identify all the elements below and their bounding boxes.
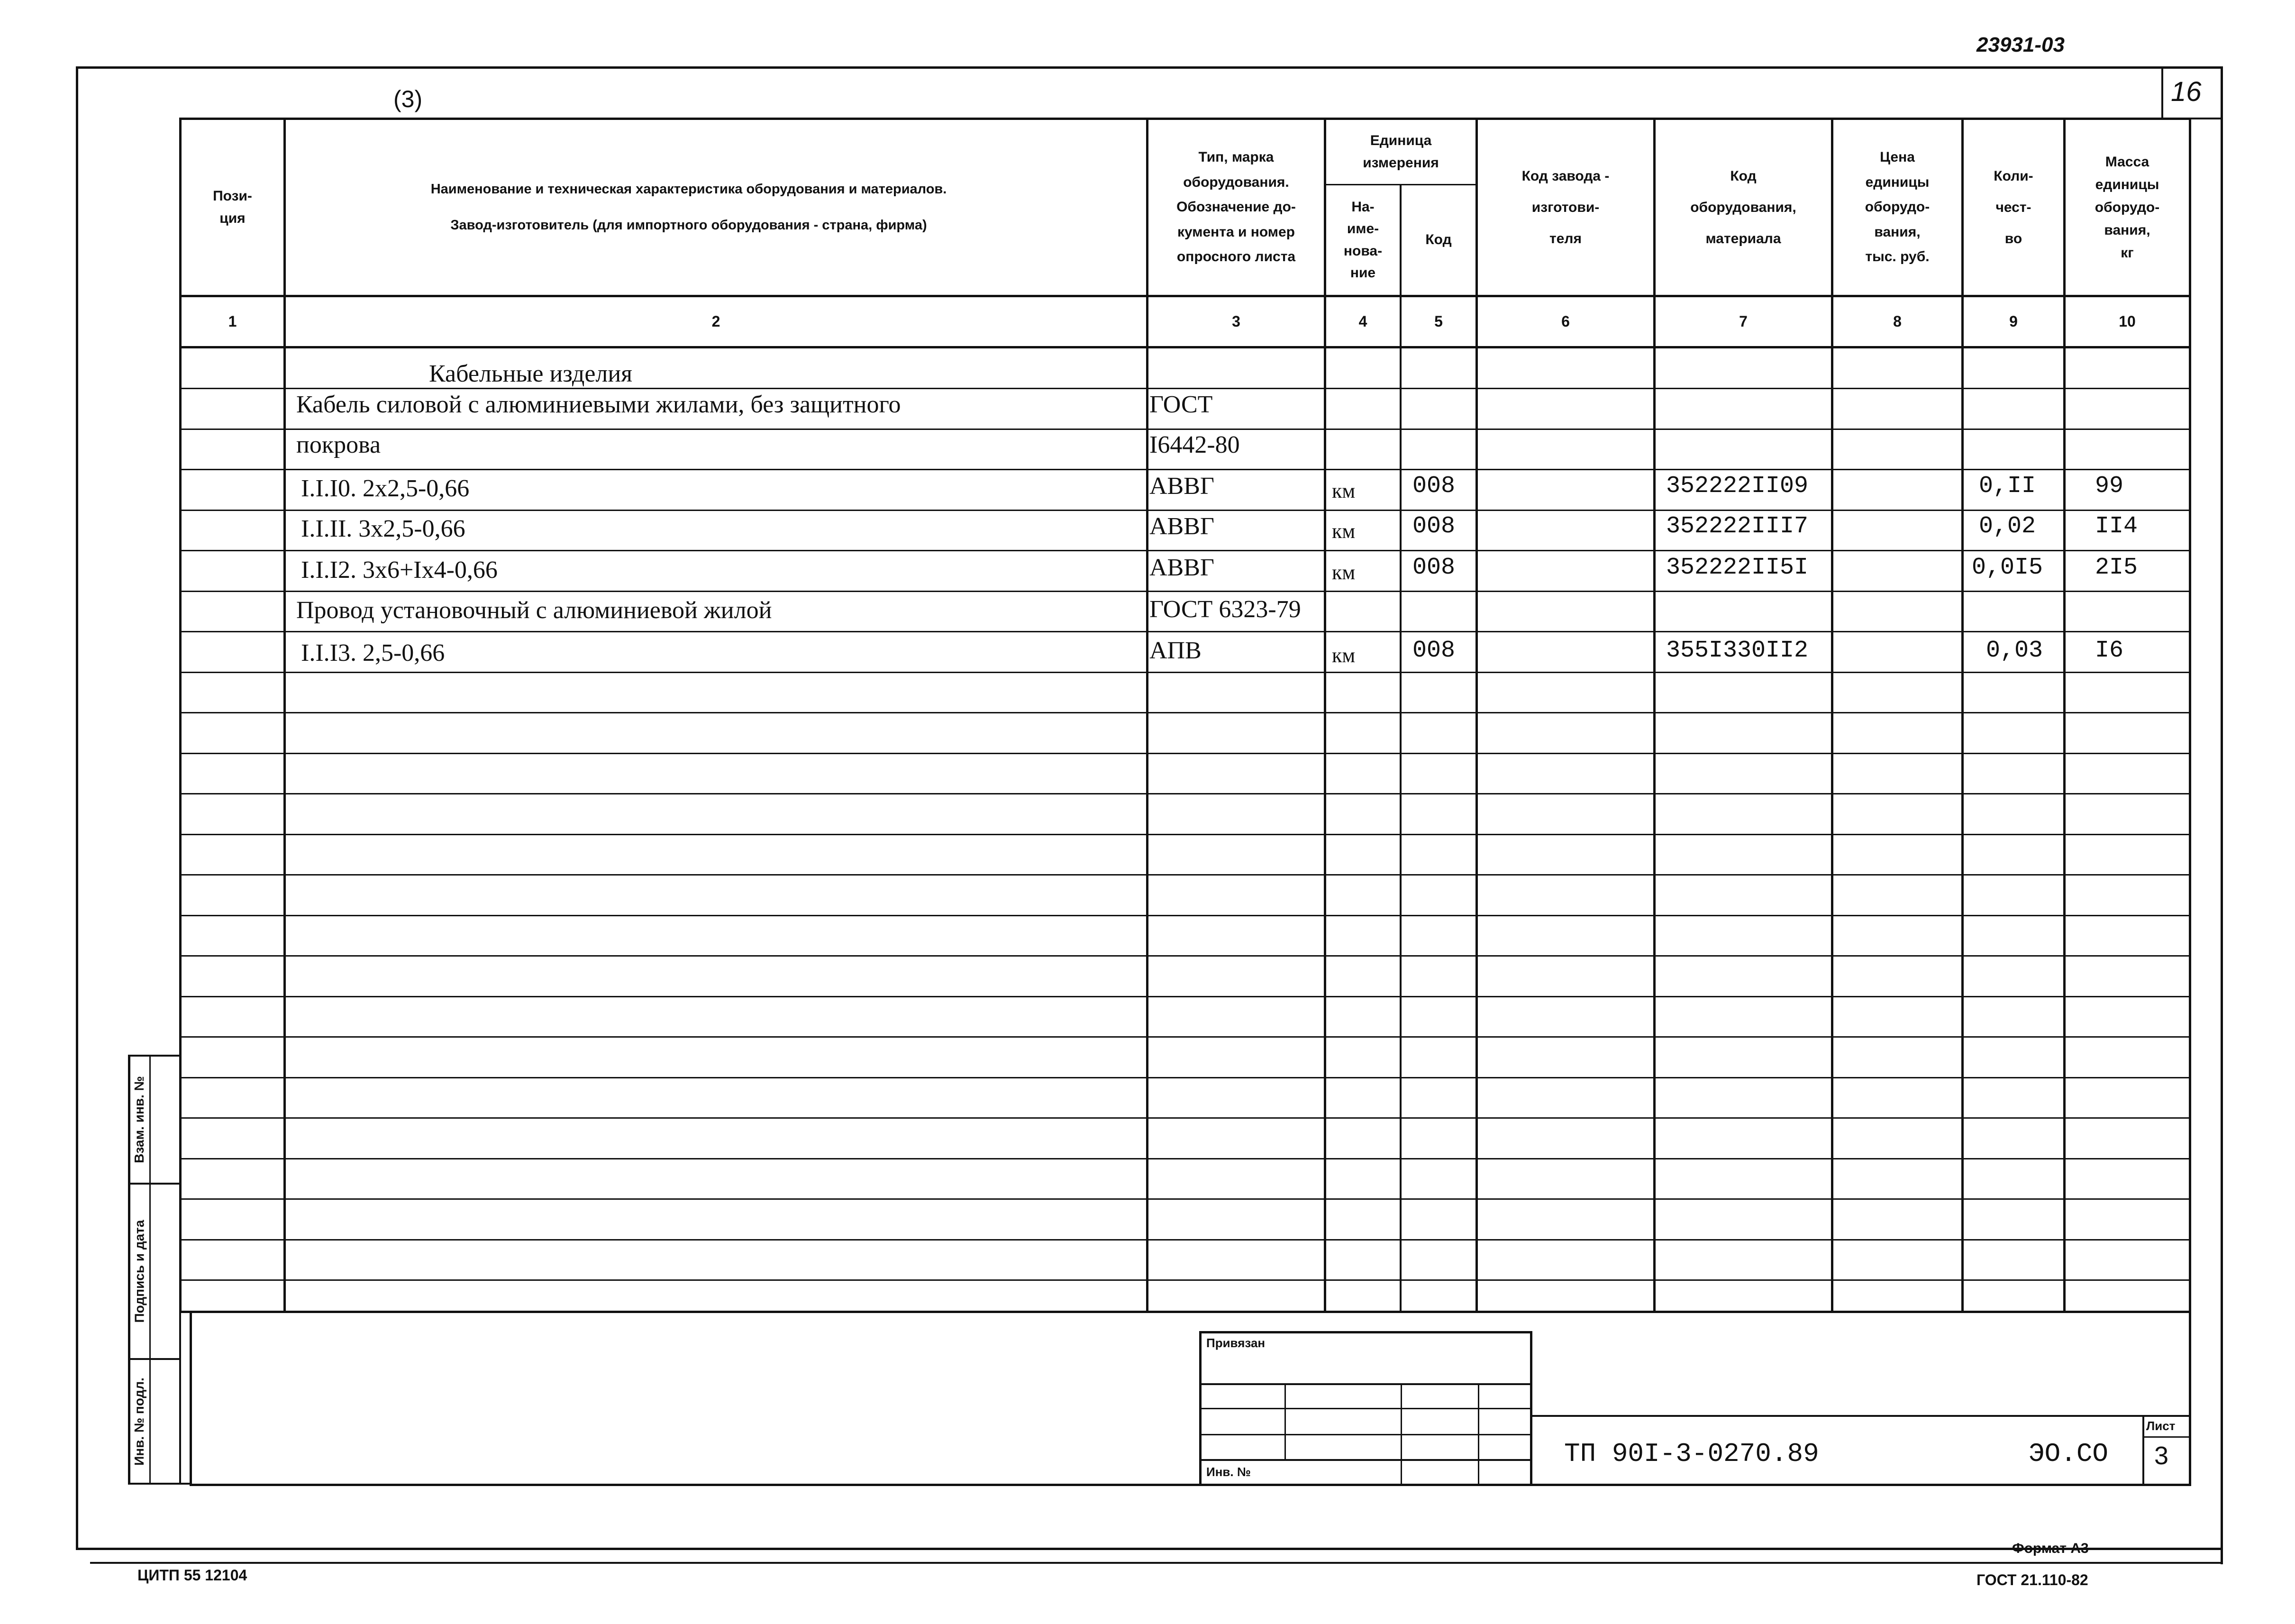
row-type: I6442-80 bbox=[1149, 431, 1240, 458]
row-type: ГОСТ bbox=[1149, 391, 1213, 418]
row-name: I.I.I3. 2,5-0,66 bbox=[301, 639, 445, 666]
row-quantity: 0,02 bbox=[1979, 512, 2036, 540]
header-plant-code: Код завода - изготови- теля bbox=[1521, 168, 1610, 246]
row-separator bbox=[179, 1077, 2191, 1078]
row-code: 008 bbox=[1412, 554, 1456, 581]
row-separator bbox=[179, 1158, 2191, 1159]
row-material: 352222II09 bbox=[1666, 472, 1809, 500]
row-material: 355I330II2 bbox=[1666, 637, 1809, 664]
col-number: 9 bbox=[2009, 313, 2018, 330]
row-name: покрова bbox=[296, 431, 381, 458]
side-stamp-podpis: Подпись и дата bbox=[132, 1220, 147, 1323]
stamp-inv-no: Инв. № bbox=[1206, 1465, 1251, 1479]
header-unit-group: Единица измерения bbox=[1363, 133, 1439, 171]
header-name: Наименование и техническая характеристика оборудования и материалов. Завод-изготовитель (для импортного оборудования - страна, фирма) bbox=[430, 182, 947, 233]
col-number: 5 bbox=[1434, 313, 1443, 330]
row-name: I.I.II. 3x2,5-0,66 bbox=[301, 515, 465, 542]
row-unit: км bbox=[1332, 479, 1356, 502]
document-code: 23931-03 bbox=[1976, 33, 2065, 56]
row-name: Провод установочный с алюминиевой жилой bbox=[296, 597, 772, 624]
row-separator bbox=[179, 1279, 2191, 1281]
row-quantity: 0,II bbox=[1979, 472, 2036, 500]
footer-format: Формат А3 bbox=[2012, 1541, 2089, 1556]
header-unit-code: Код bbox=[1425, 232, 1452, 248]
row-mass: II4 bbox=[2095, 512, 2138, 540]
row-separator bbox=[179, 591, 2191, 592]
stamp-privyazan: Привязан bbox=[1206, 1336, 1266, 1350]
row-mass: 99 bbox=[2095, 472, 2124, 500]
header-type: Тип, марка оборудования. Обозначение до- кумента и номер опросного листа bbox=[1176, 149, 1296, 265]
part-label: (3) bbox=[393, 86, 423, 112]
stamp-doc-code: ТП 90I-3-0270.89 bbox=[1564, 1439, 1819, 1469]
side-stamp-inv: Инв. № подл. bbox=[132, 1377, 147, 1466]
row-type: АВВГ bbox=[1149, 554, 1214, 581]
row-type: АВВГ bbox=[1149, 472, 1214, 500]
row-separator bbox=[179, 834, 2191, 835]
row-unit: км bbox=[1332, 643, 1356, 667]
col-number: 10 bbox=[2119, 313, 2136, 330]
header-unit-name: На- име- нова- ние bbox=[1343, 199, 1383, 281]
col-number: 2 bbox=[711, 313, 720, 330]
header-position: Пози- ция bbox=[213, 188, 252, 226]
row-separator bbox=[179, 753, 2191, 754]
row-type: АВВГ bbox=[1149, 512, 1214, 540]
row-name: Кабельные изделия bbox=[429, 360, 633, 387]
row-code: 008 bbox=[1412, 637, 1456, 664]
row-separator bbox=[179, 915, 2191, 916]
footer-left: ЦИТП 55 12104 bbox=[137, 1567, 247, 1584]
row-separator bbox=[179, 1239, 2191, 1241]
row-name: I.I.I2. 3x6+Ix4-0,66 bbox=[301, 556, 498, 584]
col-number: 4 bbox=[1358, 313, 1367, 330]
side-stamp-vzam: Взам. инв. № bbox=[132, 1076, 147, 1163]
header-mass: Масса единицы оборудо- вания, кг bbox=[2095, 154, 2160, 261]
row-quantity: 0,03 bbox=[1986, 637, 2043, 664]
row-separator bbox=[179, 1117, 2191, 1119]
row-mass: I6 bbox=[2095, 637, 2124, 664]
col-number: 6 bbox=[1561, 313, 1570, 330]
row-unit: км bbox=[1332, 519, 1356, 543]
row-mass: 2I5 bbox=[2095, 554, 2138, 581]
row-type: ГОСТ 6323-79 bbox=[1149, 595, 1301, 623]
row-code: 008 bbox=[1412, 512, 1456, 540]
header-price: Цена единицы оборудо- вания, тыс. руб. bbox=[1865, 149, 1930, 265]
footer-gost: ГОСТ 21.110-82 bbox=[1976, 1571, 2088, 1588]
row-separator bbox=[179, 955, 2191, 957]
col-number: 3 bbox=[1232, 313, 1240, 330]
row-name: I.I.I0. 2x2,5-0,66 bbox=[301, 474, 470, 502]
row-material: 352222III7 bbox=[1666, 512, 1809, 540]
header-material-code: Код оборудования, материала bbox=[1690, 168, 1796, 246]
row-material: 352222II5I bbox=[1666, 554, 1809, 581]
stamp-section: ЭО.СО bbox=[2029, 1439, 2109, 1469]
row-separator bbox=[179, 793, 2191, 794]
row-separator bbox=[179, 1036, 2191, 1038]
row-code: 008 bbox=[1412, 472, 1456, 500]
col-number: 7 bbox=[1739, 313, 1748, 330]
col-number: 8 bbox=[1893, 313, 1902, 330]
row-separator bbox=[179, 874, 2191, 876]
row-unit: км bbox=[1332, 560, 1356, 584]
row-type: АПВ bbox=[1149, 637, 1202, 664]
row-quantity: 0,0I5 bbox=[1972, 554, 2043, 581]
header-quantity: Коли- чест- во bbox=[1994, 168, 2033, 246]
row-separator bbox=[179, 996, 2191, 997]
row-separator bbox=[179, 631, 2191, 632]
col-number: 1 bbox=[228, 313, 237, 330]
row-separator bbox=[179, 672, 2191, 673]
row-separator bbox=[179, 1198, 2191, 1200]
row-name: Кабель силовой с алюминиевыми жилами, без защитного bbox=[296, 391, 901, 418]
stamp-sheet-label: Лист bbox=[2146, 1419, 2176, 1433]
row-separator bbox=[179, 712, 2191, 713]
stamp-sheet-number: 3 bbox=[2154, 1442, 2169, 1470]
sheet-corner-number: 16 bbox=[2171, 76, 2202, 107]
